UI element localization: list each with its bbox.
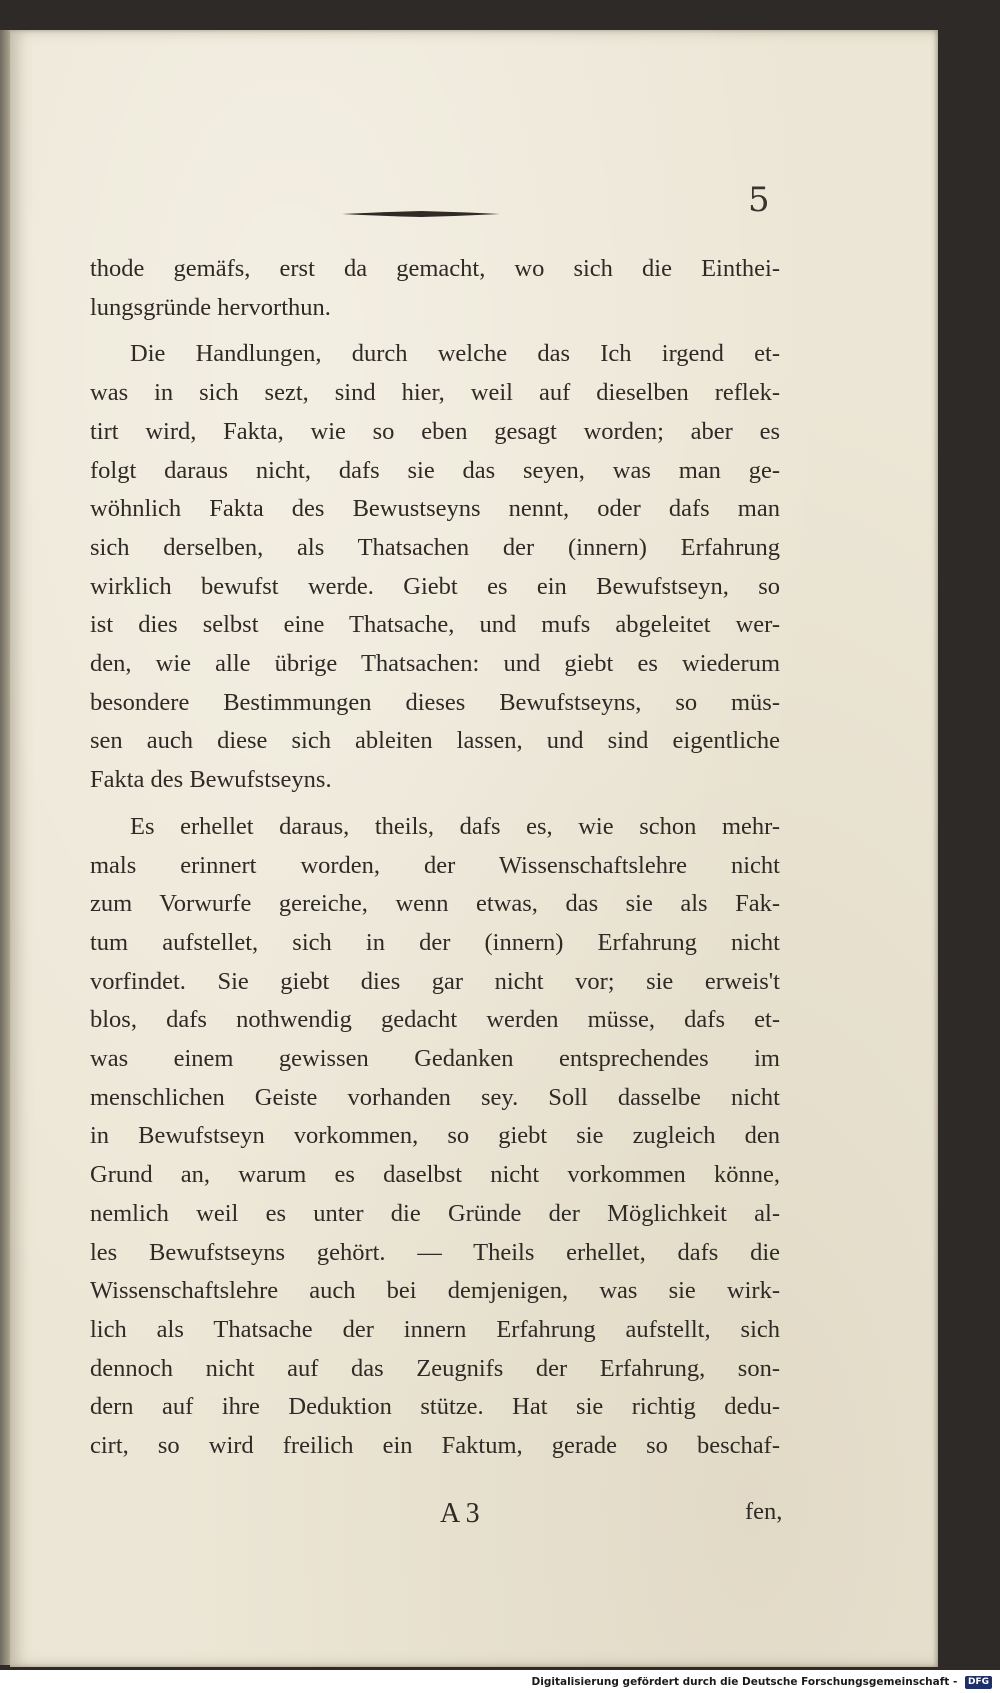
text-line: tum aufstellet, sich in der (innern) Erfahrung nicht — [90, 928, 780, 956]
text-line: Die Handlungen, durch welche das Ich irgend et- — [130, 340, 780, 368]
text-line: wöhnlich Fakta des Bewustseyns nennt, oder dafs man — [90, 495, 780, 523]
head-rule-ornament — [342, 210, 500, 218]
paragraph-gap — [90, 800, 780, 808]
text-line: dern auf ihre Deduktion stütze. Hat sie richtig dedu- — [90, 1393, 780, 1421]
text-line: ist dies selbst eine Thatsache, und mufs abgeleitet wer- — [90, 611, 780, 639]
credit-text: Digitalisierung gefördert durch die Deutsche Forschungsgemeinschaft - — [531, 1676, 958, 1688]
text-line: lich als Thatsache der innern Erfahrung aufstellt, sich — [90, 1315, 780, 1343]
text-line: lungsgründe hervorthun. — [90, 293, 331, 321]
text-line: den, wie alle übrige Thatsachen: und giebt es wiederum — [90, 650, 780, 678]
catchword: fen, — [745, 1498, 783, 1525]
text-line: Fakta des Bewufstseyns. — [90, 766, 332, 794]
dfg-logo-icon: DFG — [965, 1676, 992, 1689]
text-line: blos, dafs nothwendig gedacht werden müsse, dafs et- — [90, 1006, 780, 1034]
text-line: menschlichen Geiste vorhanden sey. Soll dasselbe nicht — [90, 1083, 780, 1111]
text-line: sen auch diese sich ableiten lassen, und sind eigentliche — [90, 727, 780, 755]
digitization-credit — [0, 1671, 992, 1693]
text-line: nemlich weil es unter die Gründe der Möglichkeit al- — [90, 1199, 780, 1227]
text-line: les Bewufstseyns gehört. — Theils erhellet, dafs die — [90, 1238, 780, 1266]
paragraph-gap — [90, 327, 780, 335]
paragraph — [90, 250, 780, 327]
text-line: folgt daraus nicht, dafs sie das seyen, was man ge- — [90, 456, 780, 484]
text-line: wirklich bewufst werde. Giebt es ein Bewufstseyn, so — [90, 572, 780, 600]
body-text — [90, 250, 780, 1466]
text-line: zum Vorwurfe gereiche, wenn etwas, das sie als Fak- — [90, 890, 780, 918]
text-line: mals erinnert worden, der Wissenschaftslehre nicht — [90, 851, 780, 879]
text-line: was einem gewissen Gedanken entsprechendes im — [90, 1045, 780, 1073]
page-number: 5 — [748, 180, 770, 220]
paragraph — [90, 808, 780, 1466]
text-line: besondere Bestimmungen dieses Bewufstseyns, so müs- — [90, 688, 780, 716]
text-line: cirt, so wird freilich ein Faktum, gerade so beschaf- — [90, 1432, 780, 1460]
text-line: was in sich sezt, sind hier, weil auf dieselben reflek- — [90, 379, 780, 407]
sheet-signature: A 3 — [440, 1498, 480, 1529]
text-line: dennoch nicht auf das Zeugnifs der Erfahrung, son- — [90, 1354, 780, 1382]
paragraph — [90, 335, 780, 799]
text-line: thode gemäfs, erst da gemacht, wo sich die Einthei- — [90, 255, 780, 282]
text-line: Es erhellet daraus, theils, dafs es, wie schon mehr- — [130, 812, 780, 840]
text-line: sich derselben, als Thatsachen der (innern) Erfahrung — [90, 533, 780, 561]
text-line: in Bewufstseyn vorkommen, so giebt sie zugleich den — [90, 1122, 780, 1150]
text-line: tirt wird, Fakta, wie so eben gesagt worden; aber es — [90, 417, 780, 445]
book-page — [10, 30, 938, 1667]
text-line: vorfindet. Sie giebt dies gar nicht vor; sie erweis't — [90, 967, 780, 995]
text-line: Wissenschaftslehre auch bei demjenigen, was sie wirk- — [90, 1277, 780, 1305]
text-line: Grund an, warum es daselbst nicht vorkommen könne, — [90, 1161, 780, 1189]
